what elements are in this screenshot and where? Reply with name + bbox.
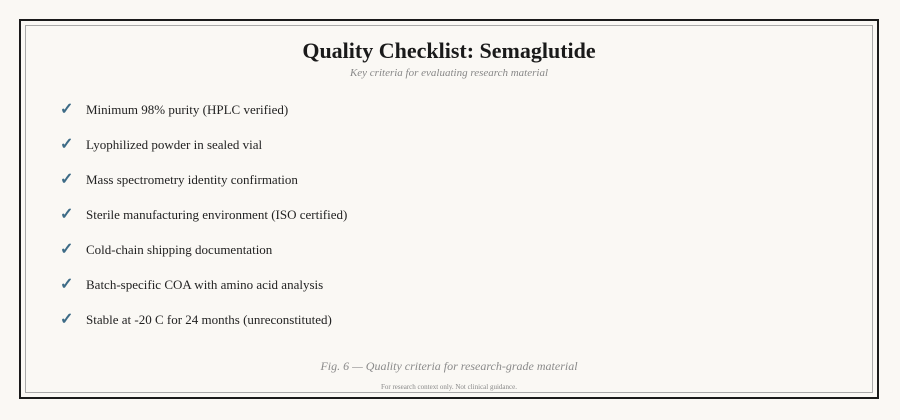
list-item <box>60 171 347 206</box>
checkmark-icon: ✓ <box>60 241 74 258</box>
checkmark-icon: ✓ <box>60 101 74 118</box>
list-item-label: Stable at -20 C for 24 months (unreconstituted) <box>86 312 332 327</box>
checkmark-icon: ✓ <box>60 206 74 223</box>
checkmark-icon: ✓ <box>60 311 74 328</box>
list-item-label: Cold-chain shipping documentation <box>86 242 273 257</box>
document-inner-frame <box>25 25 873 393</box>
list-item <box>60 206 347 241</box>
figure-caption: Fig. 6 — Quality criteria for research-grade material <box>320 359 578 373</box>
list-item-label: Sterile manufacturing environment (ISO certified) <box>86 207 348 222</box>
list-item <box>60 276 347 311</box>
list-item <box>60 101 347 136</box>
list-item <box>60 136 347 171</box>
page-title: Quality Checklist: Semaglutide <box>302 38 596 63</box>
list-item-label: Lyophilized powder in sealed vial <box>86 137 263 152</box>
list-item <box>60 241 347 276</box>
disclaimer-footnote: For research context only. Not clinical guidance. <box>381 383 517 391</box>
checklist <box>60 101 347 346</box>
checkmark-icon: ✓ <box>60 276 74 293</box>
page-subtitle: Key criteria for evaluating research material <box>349 67 549 79</box>
list-item-label: Batch-specific COA with amino acid analysis <box>86 277 324 292</box>
checkmark-icon: ✓ <box>60 136 74 153</box>
list-item-label: Mass spectrometry identity confirmation <box>86 172 298 187</box>
list-item <box>60 311 347 346</box>
list-item-label: Minimum 98% purity (HPLC verified) <box>86 102 289 117</box>
checkmark-icon: ✓ <box>60 171 74 188</box>
document-frame <box>19 19 879 399</box>
